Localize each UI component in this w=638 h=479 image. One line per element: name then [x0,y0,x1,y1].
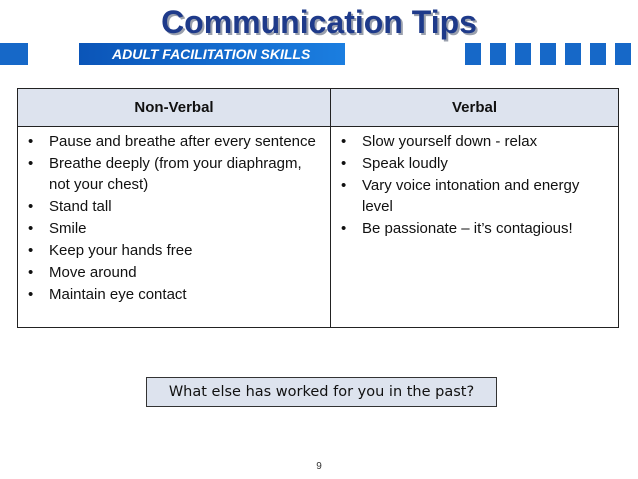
list-item-text: Keep your hands free [49,242,193,259]
header-non-verbal: Non-Verbal [18,89,331,127]
bullet-icon: • [28,198,34,215]
list-item [339,131,610,152]
list-item [26,131,322,152]
banner-square [590,43,606,65]
bullet-icon: • [28,133,34,150]
verbal-cell [331,127,619,328]
slide-title: Communication Tips [161,4,477,40]
non-verbal-list [26,131,322,305]
list-item-text: Maintain eye contact [49,286,187,303]
header-verbal: Verbal [331,89,619,127]
bullet-icon: • [341,220,347,237]
list-item [26,240,322,261]
bullet-icon: • [341,155,347,172]
bullet-icon: • [28,242,34,259]
banner-subtitle: ADULT FACILITATION SKILLS [112,46,311,62]
banner-square [515,43,531,65]
banner-square [615,43,631,65]
list-item-text: Breathe deeply (from your diaphragm, not your chest) [49,155,302,193]
bullet-icon: • [28,155,34,172]
list-item-text: Speak loudly [362,155,448,172]
tips-table [17,88,619,328]
discussion-question: What else has worked for you in the past? [146,377,497,407]
banner-square [540,43,556,65]
bullet-icon: • [341,133,347,150]
banner-square [565,43,581,65]
non-verbal-cell [18,127,331,328]
list-item-text: Pause and breathe after every sentence [49,133,316,150]
bullet-icon: • [28,286,34,303]
list-item [26,196,322,217]
list-item-text: Slow yourself down - relax [362,133,538,150]
banner-square [465,43,481,65]
list-item [26,153,322,195]
list-item [339,218,610,239]
list-item-text: Vary voice intonation and energy level [362,177,580,215]
page-number: 9 [316,461,322,472]
list-item-text: Move around [49,264,137,281]
banner-square [0,43,28,65]
bullet-icon: • [341,177,347,194]
bullet-icon: • [28,264,34,281]
list-item-text: Be passionate – it’s contagious! [362,220,573,237]
banner-square [490,43,506,65]
list-item [26,218,322,239]
verbal-list [339,131,610,239]
list-item-text: Smile [49,220,87,237]
list-item [339,175,610,217]
list-item [339,153,610,174]
list-item [26,262,322,283]
bullet-icon: • [28,220,34,237]
list-item-text: Stand tall [49,198,112,215]
list-item [26,284,322,305]
